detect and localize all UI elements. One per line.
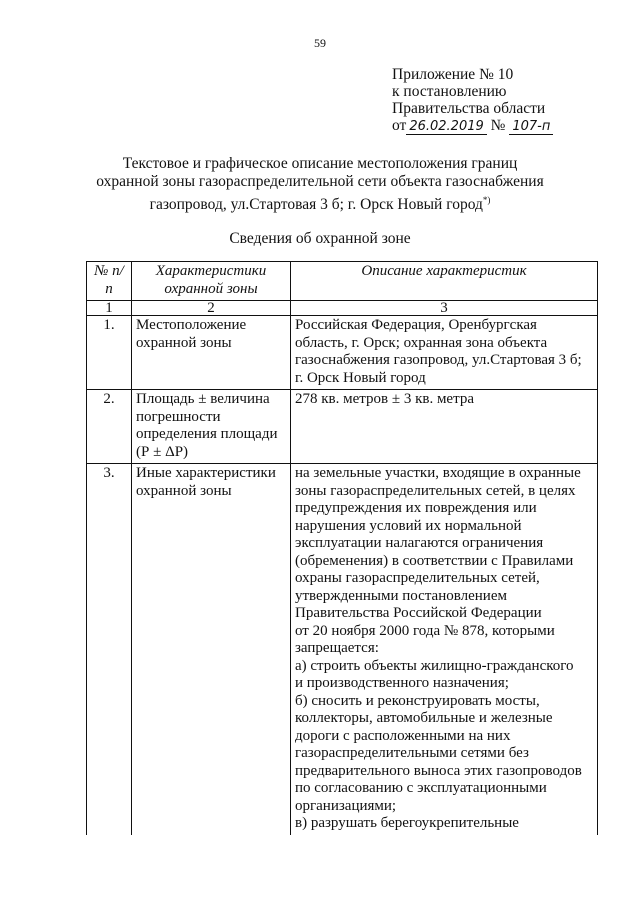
desc-line: запрещается: <box>295 640 379 656</box>
number-prefix: № <box>490 117 506 134</box>
desc-line: область, г. Орск; охранная зона объекта <box>295 334 548 351</box>
title-line-text: газопровод, ул.Стартовая 3 б; г. Орск Новый город <box>149 196 483 213</box>
desc-line: б) сносить и реконструировать мосты, <box>295 692 540 709</box>
title-line <box>0 191 640 214</box>
desc-line: в) разрушать берегоукрепительные <box>295 815 519 831</box>
table-row <box>87 316 598 390</box>
char-line: погрешности <box>136 408 221 425</box>
desc-line: зоны газораспределительных сетей, в целях <box>295 482 576 499</box>
desc-line: (обременения) в соответствии с Правилами <box>295 552 574 569</box>
desc-line: газораспределительными сетями без <box>295 745 529 761</box>
table-row <box>87 390 598 464</box>
row-description <box>291 316 598 390</box>
title-line: Текстовое и графическое описание местоположения границ <box>122 155 518 172</box>
page-number: 59 <box>314 36 326 50</box>
row-characteristic: Местоположение охранной зоны <box>132 316 291 390</box>
date-prefix: от <box>392 117 407 134</box>
row-num: 3. <box>87 464 132 835</box>
desc-line: утвержденными постановлением <box>295 587 507 604</box>
char-line: (Р ± ΔР) <box>136 443 189 460</box>
header-num: № п/п <box>87 262 132 301</box>
handwritten-date: 26.02.2019 <box>406 120 486 135</box>
footnote-mark: *) <box>482 195 491 205</box>
desc-line: Российская Федерация, Оренбургская <box>295 317 537 333</box>
appendix-line: к постановлению <box>392 83 507 100</box>
appendix-line: Приложение № 10 <box>392 66 514 83</box>
col-number: 2 <box>132 301 291 316</box>
column-number-row <box>87 301 598 316</box>
desc-line: охраны газораспределительных сетей, <box>295 570 540 586</box>
row-characteristic: Иные характеристики охранной зоны <box>132 464 291 835</box>
section-subtitle: Сведения об охранной зоне <box>229 230 411 247</box>
desc-line: эксплуатации налагаются ограничения <box>295 535 544 551</box>
desc-line: коллекторы, автомобильные и железные <box>295 710 553 726</box>
desc-line: от 20 ноября 2000 года № 878, которыми <box>295 622 555 639</box>
title-line: охранной зоны газораспределительной сети объекта газоснабжения <box>96 173 544 190</box>
appendix-block <box>392 66 553 135</box>
desc-line: 278 кв. метров ± 3 кв. метра <box>295 391 474 407</box>
desc-line: по согласованию с эксплуатационными <box>295 780 547 796</box>
row-description <box>291 464 598 835</box>
document-title <box>0 155 640 214</box>
desc-line: г. Орск Новый город <box>295 369 426 386</box>
desc-line: и производственного назначения; <box>295 675 509 691</box>
char-line: Площадь ± величина <box>136 391 270 407</box>
table-row <box>87 464 598 835</box>
desc-line: на земельные участки, входящие в охранные <box>295 465 581 481</box>
char-line: определения площади <box>136 426 278 442</box>
row-num: 1. <box>87 316 132 390</box>
header-description: Описание характеристик <box>291 262 598 301</box>
row-num: 2. <box>87 390 132 464</box>
row-description <box>291 390 598 464</box>
col-number: 3 <box>291 301 598 316</box>
handwritten-number: 107-п <box>509 120 553 135</box>
desc-line: нарушения условий их нормальной <box>295 517 522 534</box>
desc-line: предварительного выноса этих газопроводов <box>295 762 582 779</box>
header-characteristic: Характеристики охранной зоны <box>132 262 291 301</box>
desc-line: Правительства Российской Федерации <box>295 605 542 621</box>
appendix-date-line <box>392 117 553 135</box>
col-number: 1 <box>87 301 132 316</box>
desc-line: предупреждения их повреждения или <box>295 500 537 516</box>
row-characteristic <box>132 390 291 464</box>
desc-line: газоснабжения газопровод, ул.Стартовая 3 б; <box>295 352 582 368</box>
desc-line: а) строить объекты жилищно-гражданского <box>295 657 574 674</box>
appendix-line: Правительства области <box>392 100 546 117</box>
desc-line: дороги с расположенными на них <box>295 727 511 744</box>
desc-line: организациями; <box>295 797 397 814</box>
table-header-row <box>87 262 598 301</box>
zone-info-table <box>86 261 598 835</box>
